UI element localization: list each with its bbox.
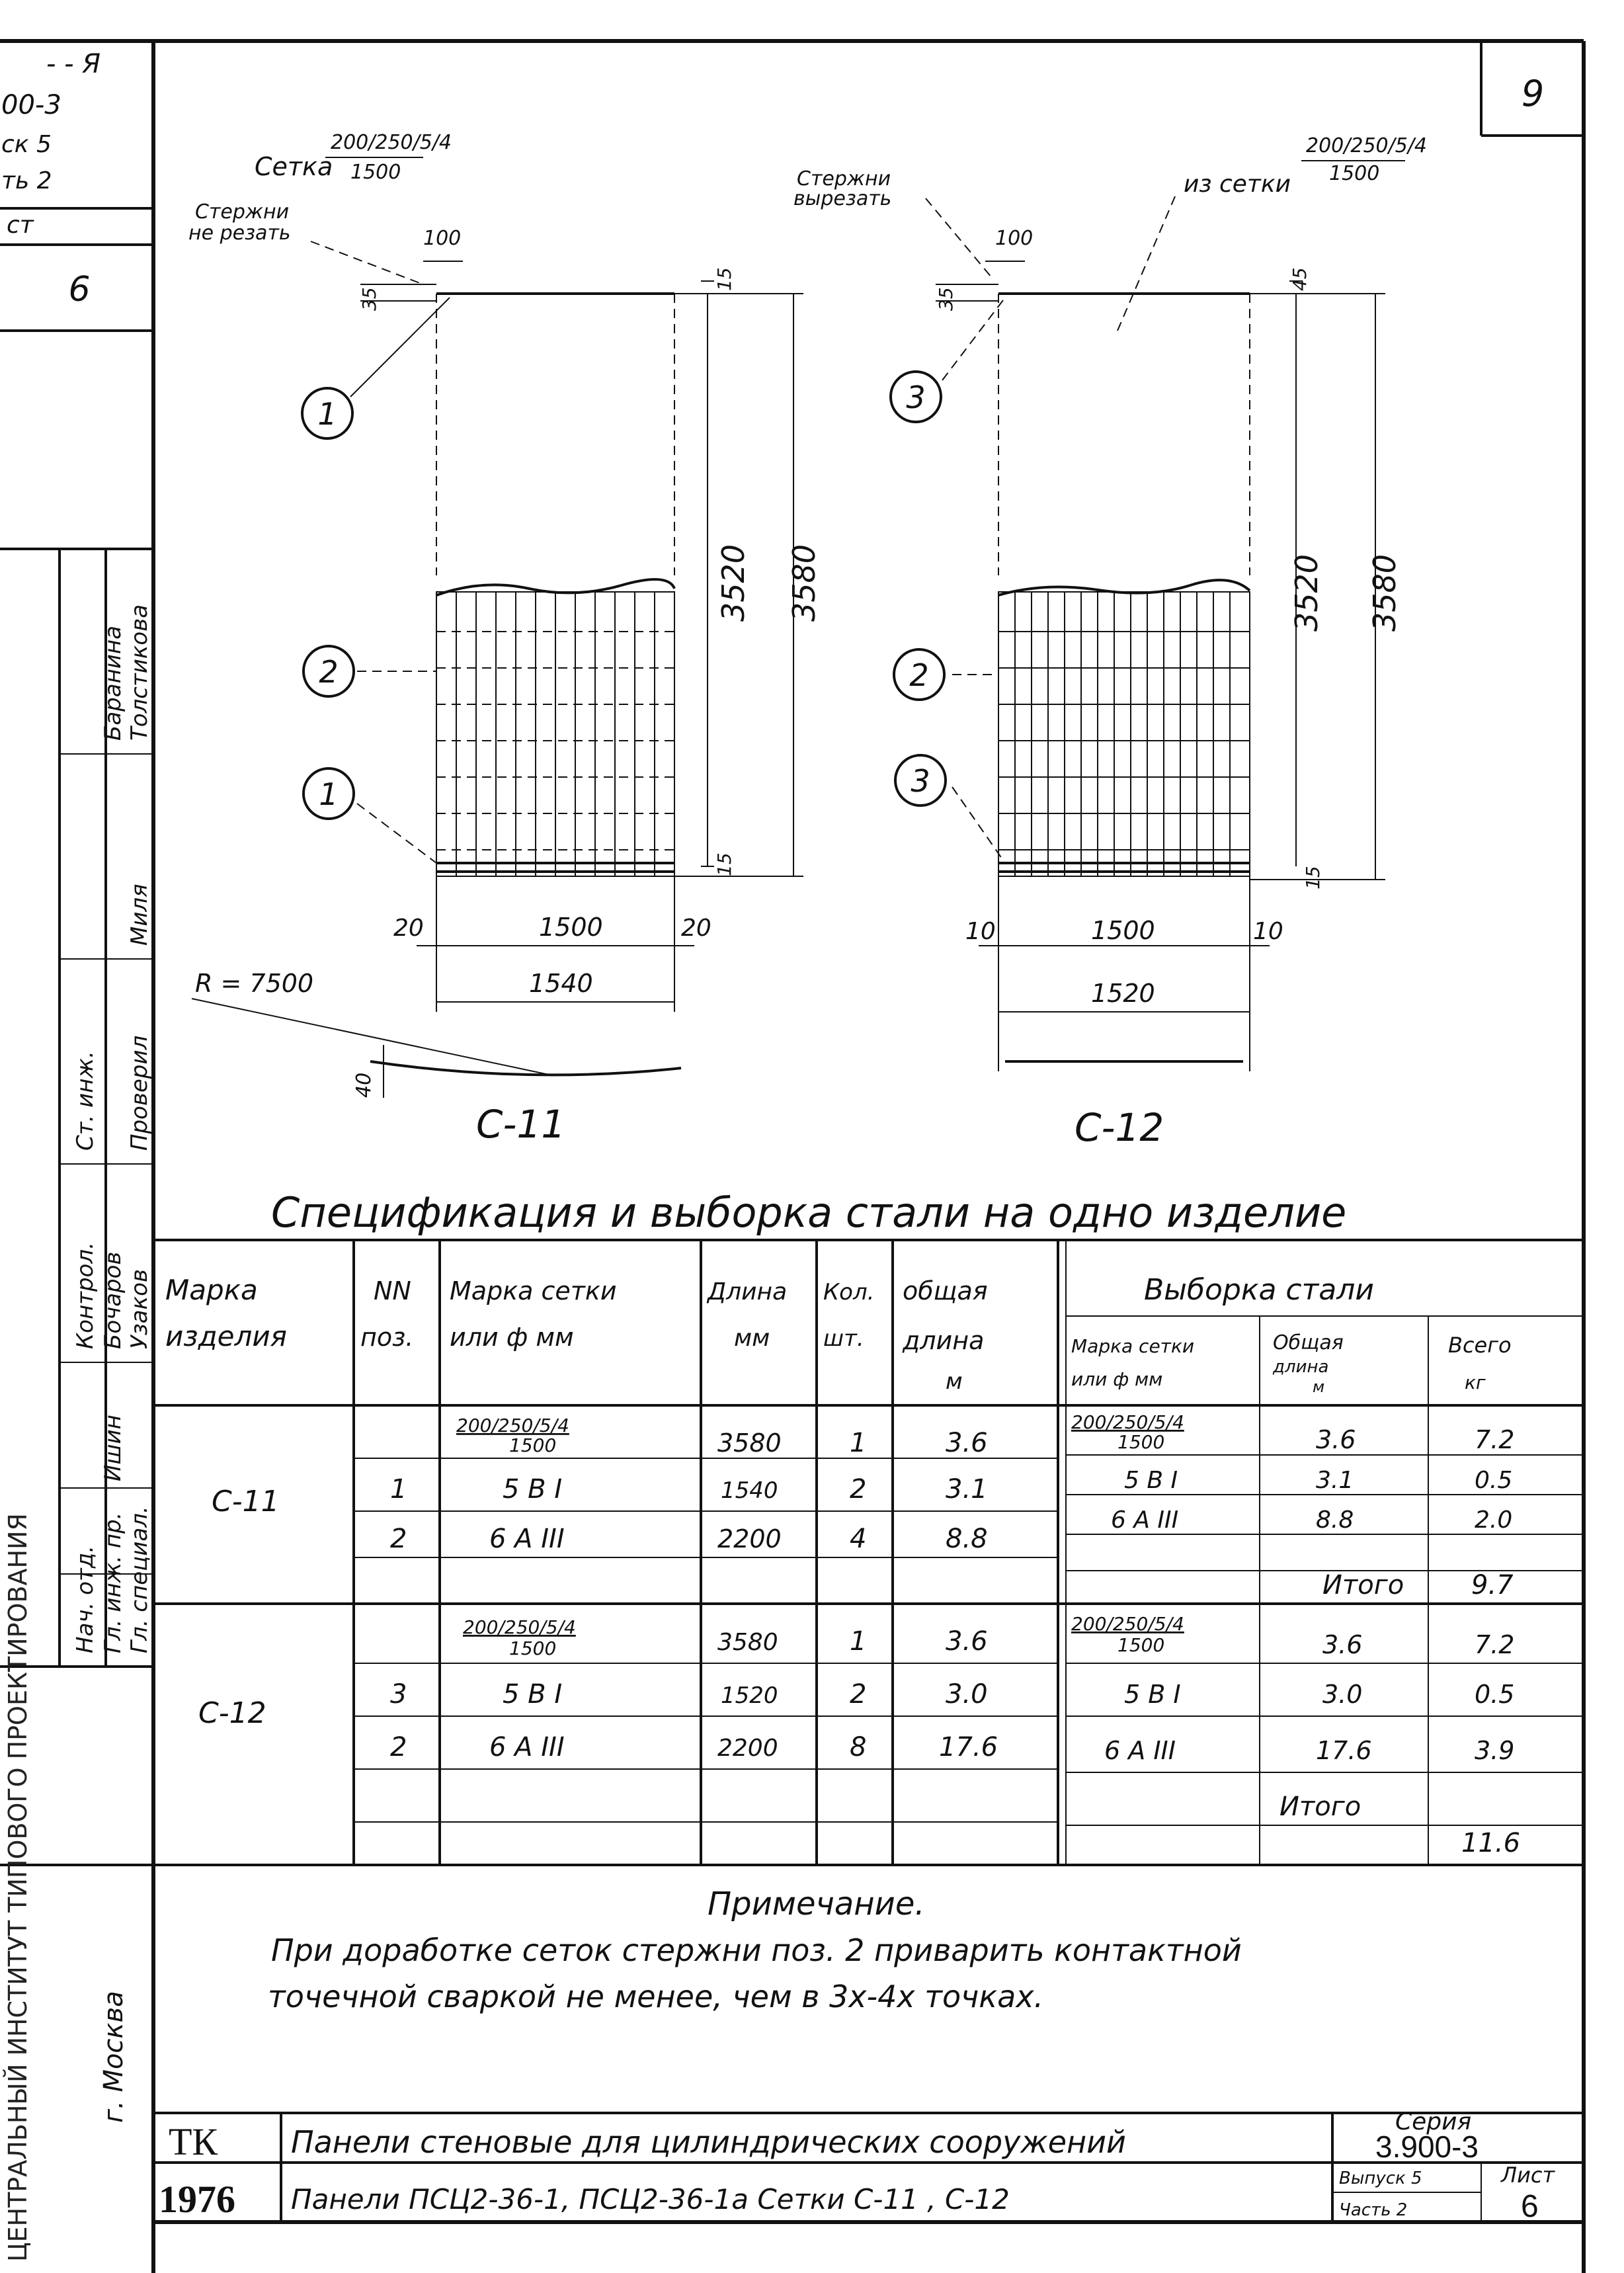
th-sel-weight-1: Всего [1448,1333,1512,1358]
r0-sel-len: 3.6 [1316,1425,1356,1454]
r6-total: 17.6 [939,1732,998,1762]
callout-c12-1-label: 3 [906,380,926,415]
c11-dim-15-top: 15 [713,267,735,291]
series-value: 3.900-3 [1375,2129,1479,2164]
c12-dim-10-left: 10 [965,918,996,945]
c11-dim-3580: 3580 [786,544,822,622]
r1-sel-w: 0.5 [1475,1467,1513,1494]
r0-length: 3580 [717,1428,782,1458]
r5-sel-w: 0.5 [1475,1680,1515,1709]
stamp-city: г. Москва [99,1991,129,2123]
r2-mesh: 6 А III [489,1524,565,1554]
c12-dim-35: 35 [935,287,957,311]
th-sel-len-1: Общая [1273,1331,1344,1354]
c12-title: С-12 [1075,1105,1164,1150]
r4-sel-mesh-sub: 1500 [1117,1634,1165,1656]
c12-dim-1500: 1500 [1091,916,1155,945]
c12-dim-100: 100 [995,227,1034,250]
r6-length: 2200 [717,1735,778,1762]
c11-mesh-fraction-bottom: 1500 [350,161,401,184]
callout-c12-2-label: 2 [909,657,929,693]
th-sel-mesh-2: или ф мм [1071,1368,1163,1390]
r4-sel-len: 3.6 [1322,1630,1363,1659]
c12-dim-10-right: 10 [1253,918,1283,945]
r0-mesh: 200/250/5/4 [456,1415,569,1436]
r6-sel-len: 17.6 [1316,1736,1372,1765]
r5-total: 3.0 [946,1679,988,1710]
r2-total: 8.8 [946,1524,988,1554]
stamp-name-2: Бочаров [100,1251,126,1349]
stamp-cell-2: 00-3 [1,90,61,120]
stamp-cell-6: 6 [68,270,91,310]
r5-length: 1520 [721,1682,778,1709]
c11-note-2: не резать [188,222,291,245]
r7-sel-w: 11.6 [1461,1828,1521,1858]
r5-qty: 2 [850,1679,867,1710]
r5-pos: 3 [390,1679,407,1710]
issue-label: Выпуск 5 [1339,2169,1422,2188]
stamp-name-6: Баранина [100,626,126,741]
th-total-1: общая [903,1276,988,1305]
r1-sel-mesh: 5 В I [1124,1467,1178,1494]
r0-sel-mesh-sub: 1500 [1117,1431,1165,1453]
title-name: Панели стеновые для цилиндрических сооружений [291,2124,1126,2160]
c11-dim-20-right: 20 [681,915,711,942]
r6-sel-mesh: 6 А III [1104,1736,1176,1765]
sheet-value: 6 [1521,2189,1539,2224]
stamp-name-5: Толстикова [126,604,153,741]
th-sel-len-3: м [1313,1378,1325,1396]
r2-qty: 4 [850,1524,867,1554]
c12-dim-1520: 1520 [1091,979,1155,1008]
r4-sel-w: 7.2 [1475,1630,1515,1659]
callout-c12-3-label: 3 [911,763,930,799]
r3-sel-len: Итого [1322,1570,1404,1600]
r0-sel-w: 7.2 [1475,1425,1515,1454]
stamp-cell-3: ск 5 [1,131,52,158]
r2-length: 2200 [717,1524,782,1553]
r1-length: 1540 [721,1477,778,1504]
c12-note-2: вырезать [793,187,892,210]
c11-dim-35: 35 [358,287,380,311]
c12-dim-3580: 3580 [1367,554,1402,632]
stamp-role-6: Проверил [126,1035,153,1151]
stamp-cell-5: ст [7,212,34,239]
r4-length: 3580 [717,1629,778,1656]
r4-qty: 1 [850,1626,867,1657]
r5-sel-mesh: 5 В I [1124,1680,1181,1709]
callout-c11-3-label: 1 [319,776,339,812]
row-mark-c11: С-11 [212,1485,280,1518]
title-subtitle: Панели ПСЦ2-36-1, ПСЦ2-36-1а Сетки С-11 , С-12 [291,2183,1010,2215]
th-mesh-2: или ф мм [450,1323,574,1352]
c11-title: С-11 [476,1102,566,1147]
c11-mesh-fraction-top: 200/250/5/4 [331,131,452,154]
th-total-2: длина [903,1326,985,1355]
th-mark-1: Марка [165,1274,258,1306]
r2-sel-w: 2.0 [1475,1507,1513,1534]
r1-qty: 2 [850,1474,867,1505]
note-title: Примечание. [708,1885,925,1922]
r5-mesh: 5 В I [503,1679,563,1710]
th-qty-2: шт. [823,1325,864,1352]
series-label: Серия [1395,2108,1472,2135]
note-line-2: точечной сваркой не менее, чем в 3х-4х точках. [268,1979,1044,2014]
r0-mesh-sub: 1500 [509,1434,557,1456]
r0-qty: 1 [850,1428,867,1458]
th-mark-2: изделия [165,1320,287,1352]
r1-sel-len: 3.1 [1316,1467,1354,1494]
c11-dim-3520: 3520 [715,544,751,622]
note-line-1: При доработке сеток стержни поз. 2 приварить контактной [271,1932,1242,1968]
title-org: ТК [169,2120,218,2163]
stamp-name-4: Миля [126,884,153,946]
r2-sel-mesh: 6 А III [1111,1507,1179,1534]
r0-total: 3.6 [946,1428,988,1458]
c12-mesh-fraction-top: 200/250/5/4 [1306,134,1428,157]
c11-radius: R = 7500 [195,969,314,998]
archive-strip: ЦЕНТРАЛЬНЫЙ ИНСТИТУТ ТИПОВОГО ПРОЕКТИРОВАНИЯ [3,1513,32,2262]
c11-dim-20-left: 20 [393,915,424,942]
r7-sel-len: Итого [1279,1792,1361,1822]
c11-dim-1540: 1540 [529,969,593,998]
c12-mesh-label: из сетки [1184,171,1291,198]
th-sel-len-2: длина [1273,1357,1329,1377]
c12-mesh-fraction-bottom: 1500 [1329,162,1380,185]
r1-pos: 1 [390,1474,407,1505]
r6-sel-w: 3.9 [1475,1736,1515,1765]
sheet-label: Лист [1501,2163,1555,2188]
stamp-role-3: Гл. специал. [126,1506,153,1653]
th-length-2: мм [734,1325,770,1352]
r6-mesh: 6 А III [489,1732,565,1762]
r5-sel-len: 3.0 [1322,1680,1363,1709]
c11-dim-40: 40 [352,1072,376,1098]
r2-pos: 2 [390,1524,407,1554]
c11-note-1: Стержни [195,200,290,224]
stamp-role-1: Нач. отд. [72,1545,99,1653]
th-selection: Выборка стали [1144,1273,1374,1307]
r0-sel-mesh: 200/250/5/4 [1071,1411,1184,1433]
r4-sel-mesh: 200/250/5/4 [1071,1613,1184,1635]
c11-dim-100: 100 [423,227,462,250]
part-label: Часть 2 [1339,2200,1408,2220]
sheet-number: 9 [1521,73,1545,114]
r4-total: 3.6 [946,1626,988,1657]
c12-dim-15: 15 [1302,866,1324,889]
title-year: 1976 [159,2178,235,2221]
r4-mesh: 200/250/5/4 [463,1616,576,1638]
stamp-name-3: Узаков [126,1268,153,1349]
c12-dim-3520: 3520 [1289,554,1324,632]
c11-mesh-label: Сетка [255,152,333,181]
th-mesh-1: Марка сетки [450,1276,617,1305]
r3-sel-w: 9.7 [1471,1570,1514,1600]
r1-total: 3.1 [946,1474,988,1505]
th-total-3: м [946,1368,963,1395]
stamp-role-4: Контрол. [72,1242,99,1349]
r4-mesh-sub: 1500 [509,1637,557,1659]
r1-mesh: 5 В I [503,1474,563,1505]
c12-note-1: Стержни [797,167,891,190]
stamp-role-2: Гл. инж. пр. [100,1512,126,1653]
stamp-cell-1: - - Я [46,49,101,79]
th-pos-1: NN [374,1276,411,1305]
stamp-role-5: Ст. инж. [72,1051,99,1151]
stamp-name-1: Ишин [100,1415,126,1481]
stamp-cell-4: ть 2 [1,167,52,194]
spec-title: Спецификация и выборка стали на одно изделие [271,1188,1347,1237]
th-qty-1: Кол. [823,1279,875,1305]
c11-dim-1500: 1500 [539,913,603,942]
th-sel-mesh-1: Марка сетки [1071,1335,1195,1357]
r2-sel-len: 8.8 [1316,1507,1354,1534]
callout-c11-1-label: 1 [317,396,337,432]
c11-dim-15-bottom: 15 [713,852,735,876]
th-pos-2: поз. [360,1323,414,1352]
th-sel-weight-2: кг [1465,1372,1486,1393]
r6-pos: 2 [390,1732,407,1762]
r6-qty: 8 [850,1732,867,1762]
callout-c11-2-label: 2 [319,654,339,690]
row-mark-c12: С-12 [198,1696,266,1730]
c12-dim-45: 45 [1289,267,1311,291]
th-length-1: Длина [708,1278,788,1305]
